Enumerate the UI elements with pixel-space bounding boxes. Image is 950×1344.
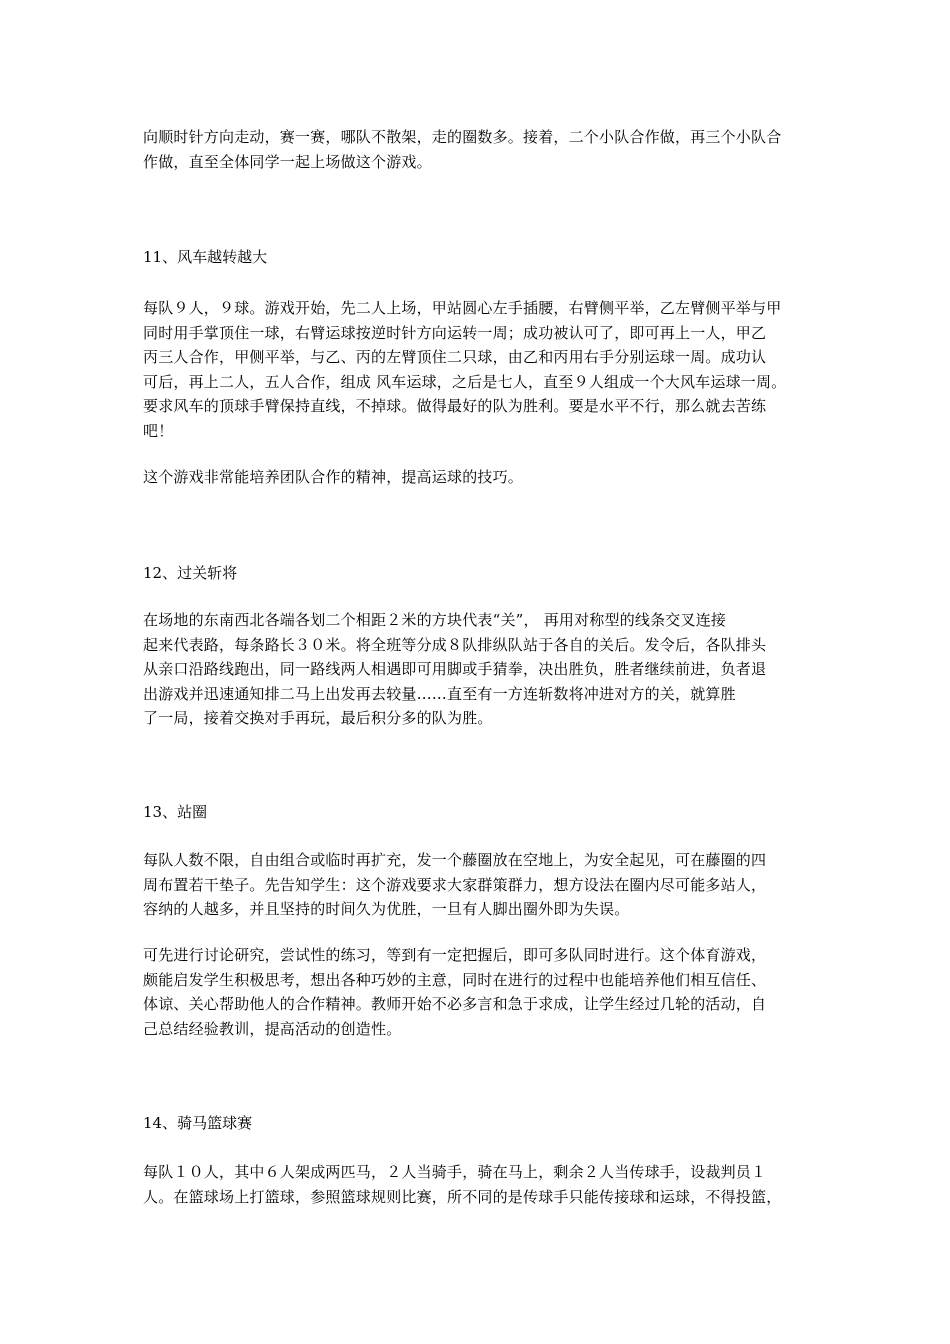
section-heading-12: 12、过关斩将 [143,564,238,582]
text-line: 丙三人合作，甲侧平举，与乙、丙的左臂顶住二只球，由乙和丙用右手分别运球一周。成功认 [143,348,767,366]
text-line: 每队人数不限，自由组合或临时再扩充，发一个藤圈放在空地上，为安全起见，可在藤圈的四 [143,851,767,869]
section-heading-11: 11、风车越转越大 [143,248,268,266]
text-line: 容纳的人越多，并且坚持的时间久为优胜，一旦有人脚出圈外即为失误。 [143,900,630,918]
section-14-paragraph-1 [143,1160,823,1209]
text-line: 要求风车的顶球手臂保持直线，不掉球。做得最好的队为胜利。要是水平不行，那么就去苦练 [143,397,767,415]
section-11-paragraph-2 [143,465,823,490]
section-12-paragraph-1 [143,608,823,731]
text-line: 作做，直至全体同学一起上场做这个游戏。 [143,152,432,171]
section-heading-14: 14、骑马篮球赛 [143,1114,253,1132]
text-line: 己总结经验教训，提高活动的创造性。 [143,1019,402,1038]
text-line: 可先进行讨论研究，尝试性的练习，等到有一定把握后，即可多队同时进行。这个体育游戏， [143,946,767,964]
section-13-paragraph-1 [143,848,823,922]
text-line: 起来代表路，每条路长３０米。将全班等分成８队排纵队站于各自的关后。发令后，各队排头 [143,635,767,654]
text-line: 在场地的东南西北各端各划二个相距２米的方块代表“关”， 再用对称型的线条交叉连接 [143,611,727,629]
text-line: 每队９人，９球。游戏开始，先二人上场，甲站圆心左手插腰，右臂侧平举，乙左臂侧平举与甲 [143,299,782,317]
text-line: 向顺时针方向走动，赛一赛，哪队不散架，走的圈数多。接着，二个小队合作做，再三个小队合 [143,128,782,146]
text-line: 颇能启发学生积极思考，想出各种巧妙的主意，同时在进行的过程中也能培养他们相互信任、 [143,970,767,989]
text-line: 体谅、关心帮助他人的合作精神。教师开始不必多言和急于求成，让学生经过几轮的活动，自 [143,995,767,1013]
text-line: 了一局，接着交换对手再玩，最后积分多的队为胜。 [143,709,493,727]
text-line: 同时用手掌顶住一球，右臂运球按逆时针方向运转一周；成功被认可了，即可再上一人，甲乙 [143,323,767,342]
text-line: 周布置若干垫子。先告知学生：这个游戏要求大家群策群力，想方设法在圈内尽可能多站人， [143,875,767,894]
section-11-paragraph-1 [143,296,823,443]
text-line: 人。在篮球场上打篮球，参照篮球规则比赛，所不同的是传球手只能传接球和运球，不得投篮， [143,1187,782,1206]
text-line: 可后，再上二人，五人合作，组成 风车运球，之后是七人，直至９人组成一个大风车运球一周。 [143,372,787,391]
section-13-paragraph-2 [143,943,823,1041]
section-heading-13: 13、站圈 [143,803,208,821]
text-line: 出游戏并迅速通知排二马上出发再去较量……直至有一方连斩数将冲进对方的关，就算胜 [143,684,736,703]
text-line: 这个游戏非常能培养团队合作的精神，提高运球的技巧。 [143,468,524,486]
text-line: 每队１０人，其中６人架成两匹马，２人当骑手，骑在马上，剩余２人当传球手，设裁判员１ [143,1163,767,1181]
text-line: 吧！ [143,421,174,440]
intro-paragraph [143,125,823,174]
text-line: 从亲口沿路线跑出，同一路线两人相遇即可用脚或手猜拳，决出胜负，胜者继续前进，负者退 [143,660,767,678]
